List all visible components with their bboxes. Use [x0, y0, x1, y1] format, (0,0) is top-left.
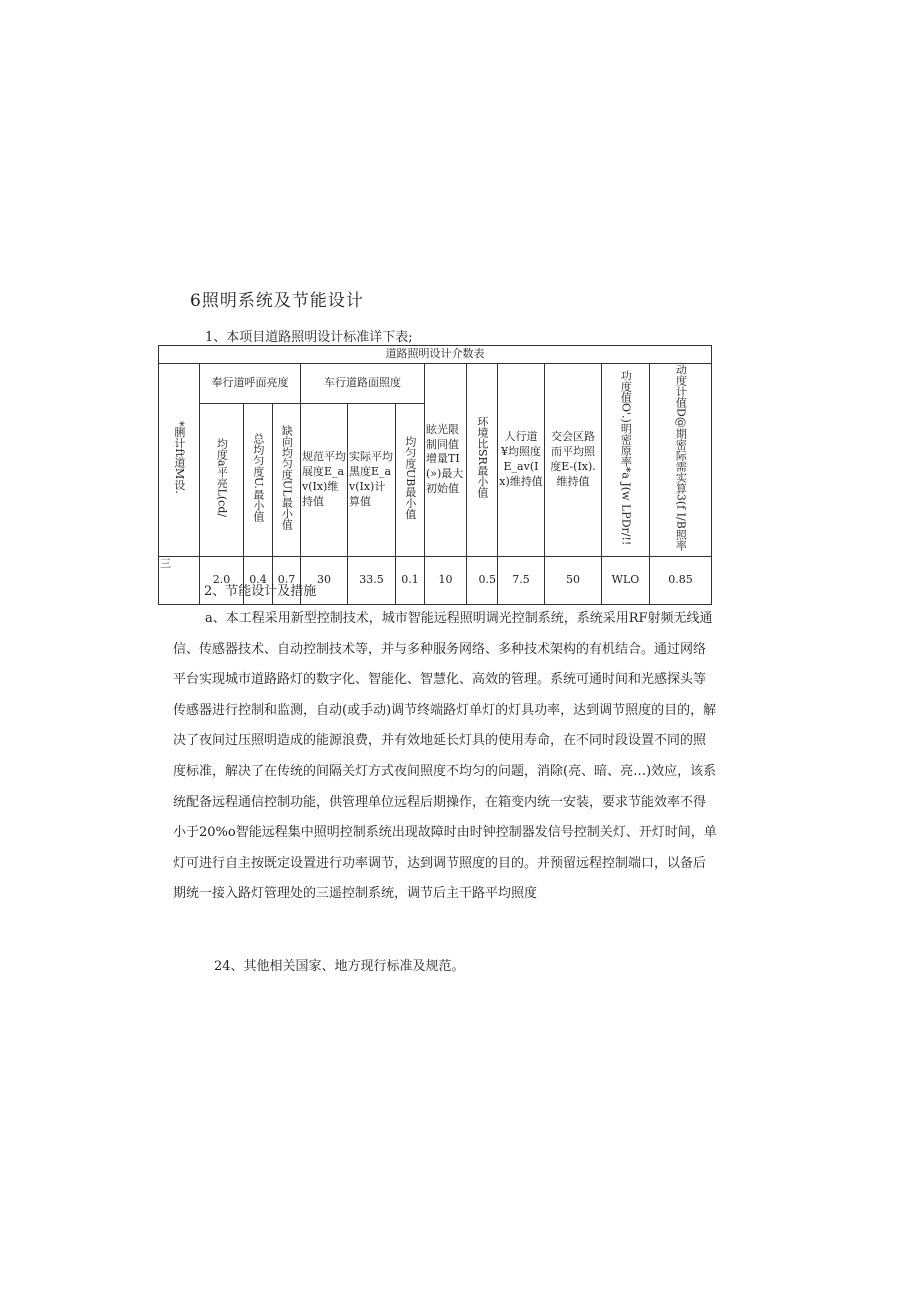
cell-road-level: 三 — [159, 556, 200, 604]
header-actual-illuminance: 实际平均黑度E_av(Ix)计算值 — [348, 403, 396, 556]
cell-surround-ratio: 0.5 — [467, 556, 498, 604]
cell-avg-luminance: 2.0 — [200, 556, 244, 604]
energy-saving-paragraph — [173, 604, 718, 910]
table-caption: 道路照明设计介数表 — [159, 346, 712, 364]
header-longitudinal-uniformity: 缺向均匀度UL最小值 — [273, 403, 301, 556]
header-power-density-actual: 动度计值D@期密际需实算3(f I/B照率 — [650, 364, 712, 557]
cell-overall-uniformity: 0.4 — [244, 556, 273, 604]
header-road-level: *脷计ft道M设. — [159, 364, 200, 557]
cell-intersection: 50 — [545, 556, 602, 604]
cell-power-density-actual: 0.85 — [650, 556, 712, 604]
cell-actual-illuminance: 33.5 — [348, 556, 396, 604]
header-group-luminance: 奉行道呼面亮度 — [200, 364, 301, 404]
header-intersection: 交会区路而平均照度E-(Ix).维持值 — [545, 364, 602, 557]
standards-line: 24、其他相关国家、地方现行标准及规范。 — [214, 959, 465, 974]
cell-power-density-limit: WLO — [602, 556, 650, 604]
header-power-density-limit: 功度值O'.)明密原率*a J(w LPDr/!! — [602, 364, 650, 557]
cell-standard-illuminance: 30 — [301, 556, 348, 604]
cell-longitudinal-uniformity: 0.7 — [273, 556, 301, 604]
lighting-parameter-table — [158, 345, 712, 605]
cell-sidewalk: 7.5 — [498, 556, 545, 604]
header-avg-luminance: 均度a平亮L(cd/ — [200, 403, 244, 556]
header-overall-uniformity: 总均匀度U.最小值 — [244, 403, 273, 556]
section-2-title: 2、节能设计及措施 — [204, 584, 317, 599]
section-heading: 6照明系统及节能设计 — [190, 291, 364, 311]
header-standard-illuminance: 规范平均展度E_av(Ix)维持值 — [301, 403, 348, 556]
header-surround-ratio: 环境比SR最小值 — [467, 364, 498, 557]
header-glare: 眩光限制同值增量TI(»)最大初始值 — [425, 364, 467, 557]
cell-uniformity-ub: 0.1 — [396, 556, 425, 604]
header-sidewalk: 人行道¥均照度E_av(Ix)维持值 — [498, 364, 545, 557]
header-group-illuminance: 车行道路面照度 — [301, 364, 425, 404]
header-uniformity-ub: 均匀度UB最小值 — [396, 403, 425, 556]
cell-glare: 10 — [425, 556, 467, 604]
paragraph-a-text: a、本工程采用新型控制技术，城市智能远程照明调光控制系统，系统采用RF射频无线通信、传感器技术、自动控制技术等，并与多种服务网络、多种技术架构的有机结合。通过网络平台实现城市道路路灯的数字化、智能化、智慧化、高效的管理。系统可通时间和光感探头等传感器进行控制和监测，自动(或手动)调节终端路灯单灯的灯具功率，达到调节照度的目的，解决了夜间过压照明造成的能源浪费，并有效地延长灯具的使用寿命，在不同时段设置不同的照度标准，解决了在传统的间隔关灯方式夜间照度不均匀的问题，消除(亮、暗、亮…)效应，该系统配备远程通信控制功能，供管理单位远程后期操作，在箱变内统一安装，要求节能效率不得小于20%o智能远程集中照明控制系统出现故障时由时钟控制器发信号控制关灯、开灯时间，单灯可进行自主按既定设置进行功率调节，达到调节照度的目的。并预留远程控制端口，以备后期统一接入路灯管理处的三遥控制系统，调节后主干路平均照度 — [173, 611, 717, 902]
table-intro-line: 1、本项目道路照明设计标准详下表; — [205, 330, 413, 345]
